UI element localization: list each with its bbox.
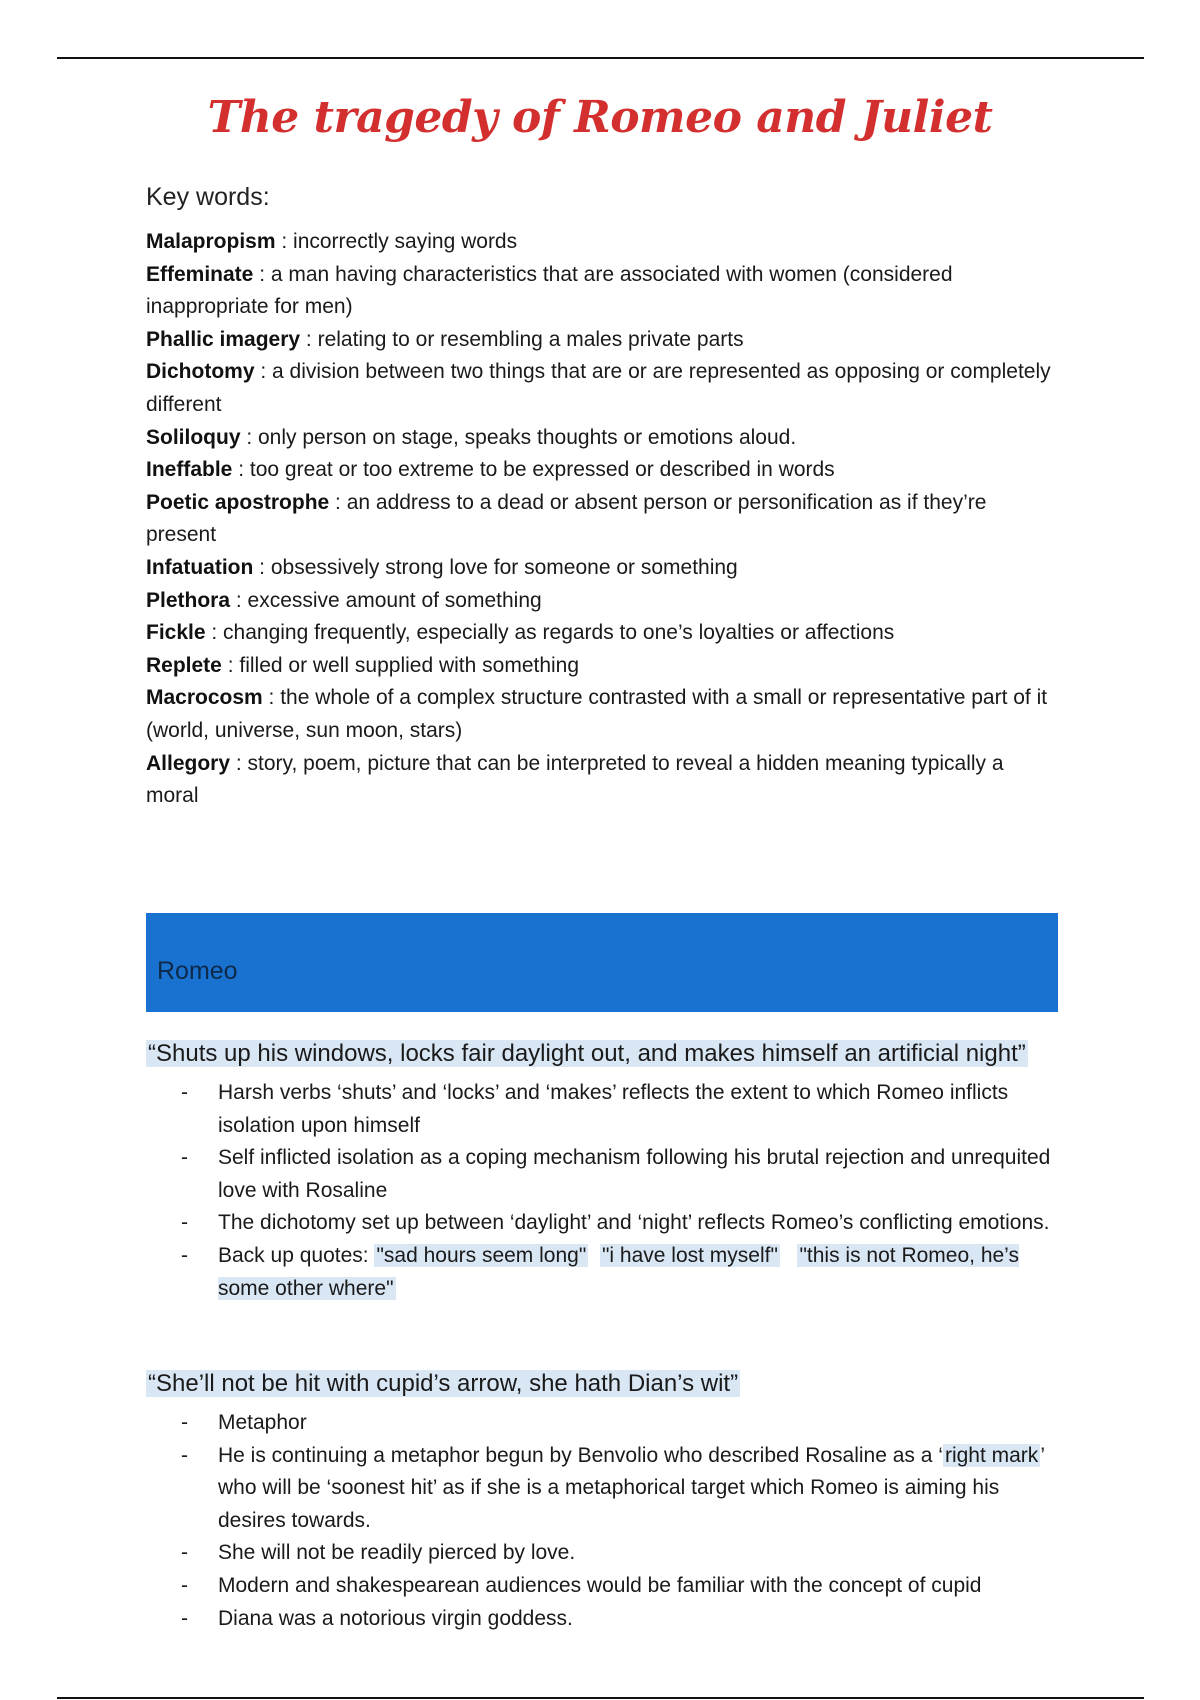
key-word-item	[146, 682, 1061, 747]
highlighted-phrase: right mark	[944, 1443, 1039, 1467]
key-word-definition: : changing frequently, especially as regards to one’s loyalties or affections	[205, 621, 895, 645]
key-word-definition: : filled or well supplied with something	[221, 653, 580, 677]
list-item: - Diana was a notorious virgin goddess.	[146, 1603, 1051, 1636]
bottom-divider	[57, 1697, 1144, 1699]
key-words-heading: Key words:	[146, 183, 270, 211]
backup-quotes-label: Back up quotes:	[218, 1243, 375, 1267]
banner-label: Romeo	[157, 957, 238, 985]
quote-analysis-list	[146, 1077, 1051, 1305]
quote-analysis-list	[146, 1407, 1051, 1635]
key-word-item	[146, 324, 1061, 357]
list-item: - Self inflicted isolation as a coping mechanism following his brutal rejection and unrequited love with Rosaline	[146, 1142, 1051, 1207]
list-item: - Harsh verbs ‘shuts’ and ‘locks’ and ‘makes’ reflects the extent to which Romeo inflicts isolation upon himself	[146, 1077, 1051, 1142]
key-word-definition: : obsessively strong love for someone or something	[253, 555, 738, 579]
key-word-definition: : an address to a dead or absent person or personification as if they’re present	[146, 490, 987, 547]
quote-text: “She’ll not be hit with cupid’s arrow, she hath Dian’s wit”	[148, 1370, 739, 1397]
key-word-item	[146, 422, 1061, 455]
list-item-text: He is continuing a metaphor begun by Benvolio who described Rosaline as a ‘	[218, 1443, 943, 1467]
key-word-item	[146, 585, 1061, 618]
key-word-term: Macrocosm	[146, 686, 263, 710]
key-word-item	[146, 617, 1061, 650]
list-item: - The dichotomy set up between ‘daylight’ and ‘night’ reflects Romeo’s conflicting emotions.	[146, 1207, 1051, 1240]
key-word-definition: : excessive amount of something	[230, 588, 542, 612]
backup-quote: "this is not Romeo, he’s some other where"	[218, 1243, 1019, 1300]
list-item-text: ’ who will be ‘soonest hit’ as if she is a metaphorical target which Romeo is aiming his desires towards.	[218, 1443, 1045, 1532]
top-divider	[57, 57, 1144, 59]
key-word-item	[146, 259, 1061, 324]
quote-heading	[146, 1368, 740, 1400]
quote-heading	[146, 1038, 1028, 1070]
key-word-item	[146, 748, 1061, 813]
list-item: - She will not be readily pierced by love.	[146, 1537, 1051, 1570]
key-word-term: Phallic imagery	[146, 327, 301, 351]
key-word-definition: : a man having characteristics that are associated with women (considered inappropriate for men)	[146, 262, 953, 319]
key-word-item	[146, 552, 1061, 585]
list-item	[146, 1240, 1051, 1305]
romeo-section-banner	[146, 913, 1058, 1012]
key-word-item	[146, 454, 1061, 487]
key-word-definition: : a division between two things that are or are represented as opposing or completely different	[146, 360, 1051, 416]
key-word-item	[146, 487, 1061, 552]
key-word-term: Ineffable	[146, 458, 233, 482]
key-word-definition: : the whole of a complex structure contrasted with a small or representative part of it (world, universe, sun moon, stars)	[146, 686, 1048, 742]
document-title: The tragedy of Romeo and Juliet	[207, 92, 993, 143]
key-word-definition: : incorrectly saying words	[275, 230, 518, 253]
quote-text: “Shuts up his windows, locks fair daylight out, and makes himself an artificial night”	[148, 1040, 1026, 1067]
key-word-term: Plethora	[146, 588, 231, 612]
key-word-term: Allegory	[146, 751, 231, 775]
key-word-definition: : only person on stage, speaks thoughts or emotions aloud.	[240, 425, 797, 449]
key-word-term: Malapropism	[146, 230, 276, 253]
key-word-term: Fickle	[146, 621, 206, 645]
key-word-definition: : too great or too extreme to be expressed or described in words	[232, 458, 835, 482]
backup-quote: "i have lost myself"	[601, 1243, 778, 1267]
key-word-term: Infatuation	[146, 555, 254, 579]
key-word-item	[146, 650, 1061, 683]
list-item	[146, 1440, 1051, 1538]
key-word-item	[146, 226, 1061, 259]
list-item: - Metaphor	[146, 1407, 1051, 1440]
key-word-term: Dichotomy	[146, 360, 255, 384]
backup-quote: "sad hours seem long"	[376, 1243, 587, 1267]
key-word-term: Soliloquy	[146, 425, 241, 449]
key-word-term: Replete	[146, 653, 222, 677]
key-word-definition: : relating to or resembling a males private parts	[300, 327, 744, 351]
key-word-item	[146, 356, 1061, 421]
key-word-term: Effeminate	[146, 262, 254, 286]
key-word-definition: : story, poem, picture that can be interpreted to reveal a hidden meaning typically a moral	[146, 751, 1004, 808]
key-words-list	[146, 226, 1061, 813]
list-item: - Modern and shakespearean audiences would be familiar with the concept of cupid	[146, 1570, 1051, 1603]
key-word-term: Poetic apostrophe	[146, 490, 330, 514]
